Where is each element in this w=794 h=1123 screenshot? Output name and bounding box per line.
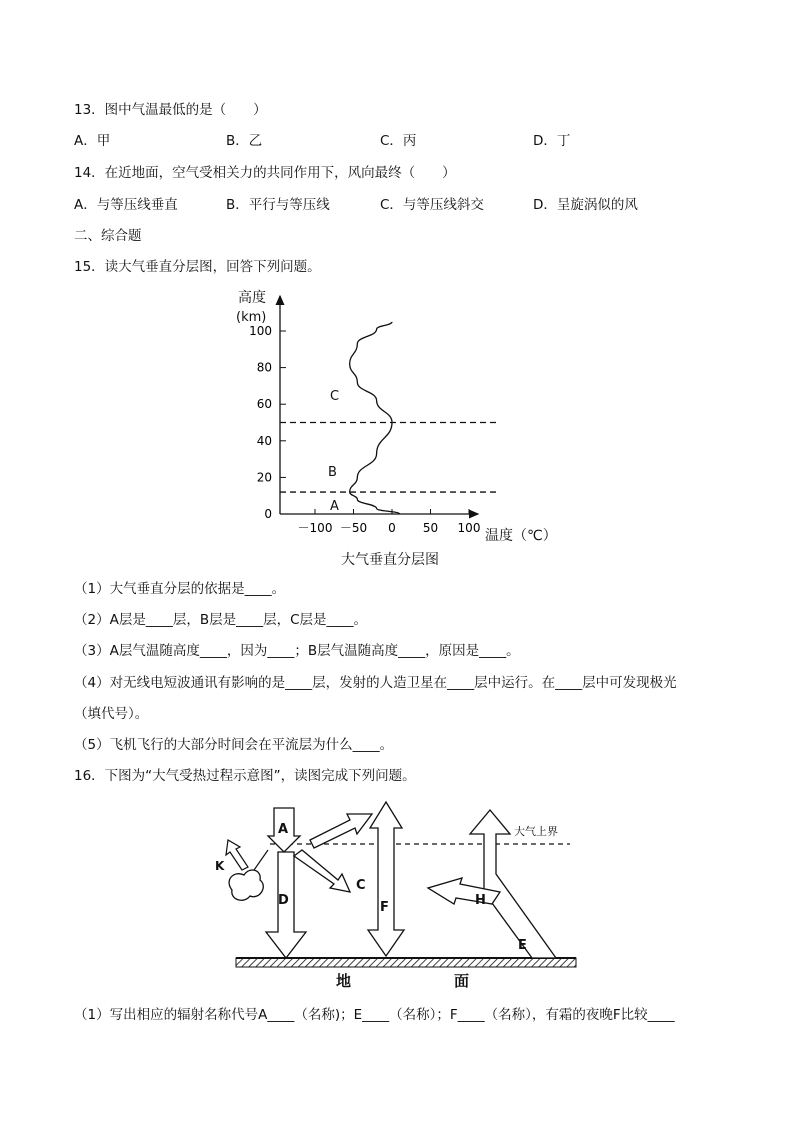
- label-e: E: [518, 938, 527, 953]
- x-axis-label: 温度（℃）: [485, 528, 557, 544]
- ground-label-right: 面: [454, 972, 470, 990]
- layer-label-b: B: [328, 465, 337, 480]
- ground-label-left: 地: [336, 972, 352, 990]
- q14-option-d: D．呈旋涡似的风: [533, 197, 638, 213]
- q15-sub-2: （2）A层是____层，B层是____层，C层是____。: [74, 612, 368, 628]
- x-tick-label: 50: [422, 521, 439, 535]
- temperature-curve: [350, 322, 400, 514]
- label-d: D: [278, 893, 289, 908]
- section-heading: 二、综合题: [74, 228, 142, 244]
- x-tick-label: －50: [339, 521, 368, 535]
- arrow-k-reflected: [226, 840, 248, 870]
- cloud-ray: [254, 850, 268, 870]
- layer-label-c: C: [330, 389, 340, 404]
- label-c: C: [356, 878, 366, 893]
- q14-option-a: A．与等压线垂直: [74, 197, 178, 213]
- arrow-f-double: [368, 802, 404, 956]
- q15-sub-4: （4）对无线电短波通讯有影响的是____层，发射的人造卫星在____层中运行。在____层中可发现极光: [74, 675, 677, 691]
- q13-option-a: A．甲: [74, 133, 111, 149]
- q14-stem: 14．在近地面，空气受相关力的共同作用下，风向最终（ ）: [74, 165, 456, 181]
- label-a: A: [278, 822, 289, 837]
- label-h: H: [475, 893, 486, 908]
- y-tick-label: 100: [249, 324, 272, 338]
- atmosphere-layer-chart: [220, 282, 580, 544]
- q13-option-b: B．乙: [226, 133, 263, 149]
- q13-option-d: D．丁: [533, 133, 571, 149]
- y-tick-label: 0: [264, 507, 272, 521]
- y-tick-label: 20: [256, 470, 272, 485]
- y-axis-unit: (km): [236, 310, 267, 325]
- q16-stem: 16．下图为“大气受热过程示意图”，读图完成下列问题。: [74, 768, 416, 784]
- layer-label-a: A: [330, 499, 339, 514]
- label-f: F: [380, 900, 389, 915]
- arrow-c-scattered: [294, 850, 350, 892]
- q13-stem: 13．图中气温最低的是（ ）: [74, 102, 267, 118]
- y-tick-label: 80: [256, 360, 272, 375]
- q15-sub-4-cont: （填代号）。: [74, 706, 149, 722]
- label-k: K: [215, 859, 225, 873]
- y-axis-label: 高度: [238, 290, 266, 306]
- atmosphere-heating-diagram: [210, 800, 590, 1000]
- chart-title: 大气垂直分层图: [341, 552, 439, 568]
- q16-sub-1: （1）写出相应的辐射名称代号A____（名称)；E____（名称）；F____（名称），有霜的夜晚F比较____: [74, 1007, 675, 1023]
- x-tick-label: 100: [457, 521, 481, 535]
- x-tick-label: 0: [388, 521, 396, 535]
- q15-sub-5: （5）飞机飞行的大部分时间会在平流层为什么____。: [74, 737, 394, 753]
- q13-option-c: C．丙: [380, 133, 417, 149]
- y-tick-label: 40: [256, 433, 272, 448]
- q15-stem: 15．读大气垂直分层图，回答下列问题。: [74, 259, 321, 275]
- y-tick-label: 60: [256, 397, 272, 412]
- arrow-reflected: [310, 814, 372, 848]
- cloud-k: [229, 870, 263, 900]
- q15-sub-1: （1）大气垂直分层的依据是____。: [74, 581, 286, 597]
- q14-option-b: B．平行与等压线: [226, 197, 330, 213]
- atmosphere-top-label: 大气上界: [514, 825, 558, 838]
- x-tick-label: －100: [297, 521, 333, 535]
- ground-surface: [236, 958, 576, 967]
- q14-option-c: C．与等压线斜交: [380, 197, 484, 213]
- q15-sub-3: （3）A层气温随高度____，因为____；B层气温随高度____，原因是____。: [74, 643, 520, 659]
